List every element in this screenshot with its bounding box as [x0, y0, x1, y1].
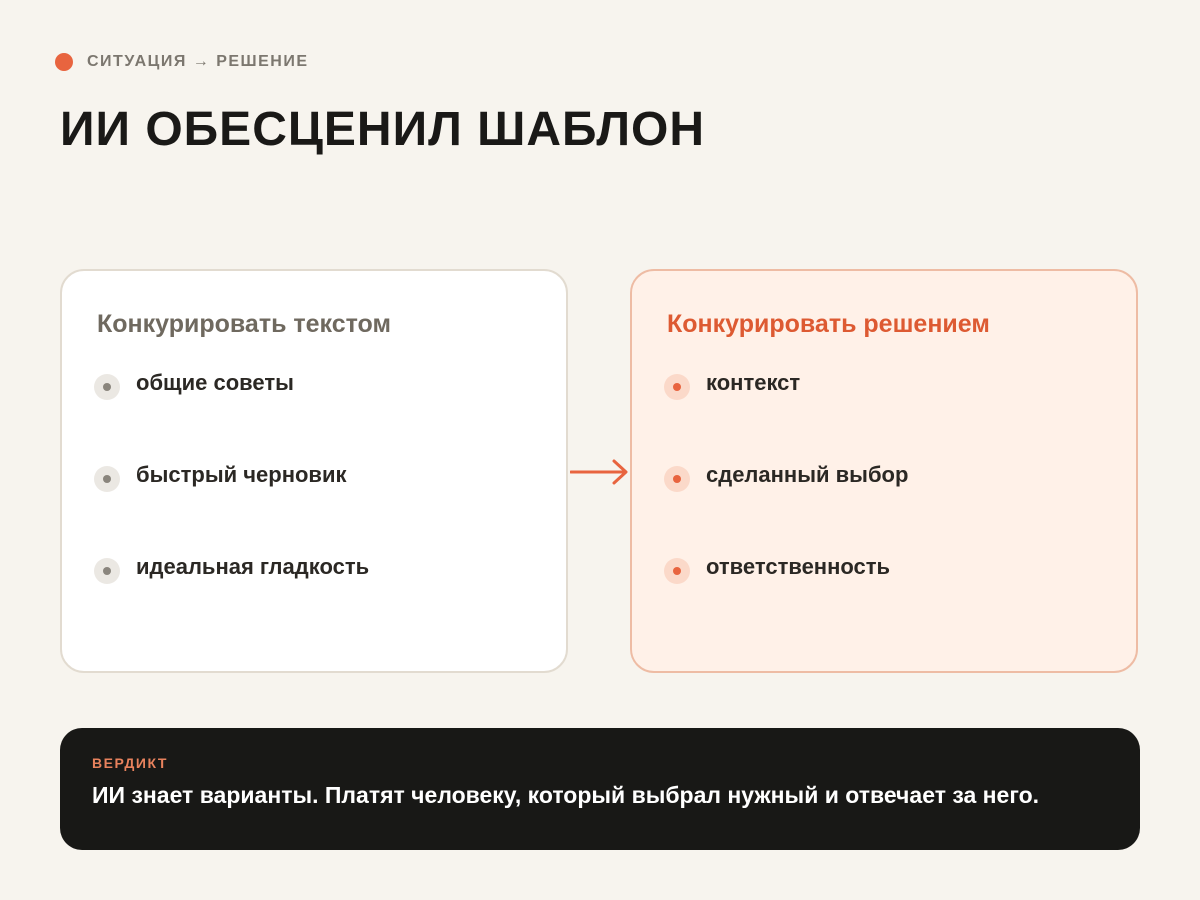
list-item	[664, 368, 800, 398]
list-item	[664, 552, 890, 582]
list-item-label: общие советы	[136, 370, 294, 395]
list-item-label: ответственность	[706, 554, 891, 579]
list-item	[94, 460, 346, 490]
bullet-dot-icon	[94, 466, 120, 492]
compete-decision-title: Конкурировать решением	[667, 310, 990, 338]
kicker	[55, 52, 309, 72]
bullet-dot-icon	[664, 558, 690, 584]
list-item-label: быстрый черновик	[136, 462, 347, 487]
compete-decision-card	[630, 269, 1138, 673]
bullet-dot-icon	[94, 374, 120, 400]
verdict-text: ИИ знает варианты. Платят человеку, который выбрал нужный и отвечает за него.	[92, 782, 1040, 808]
list-item-label: идеальная гладкость	[136, 554, 370, 579]
list-item	[94, 552, 369, 582]
bullet-dot-icon	[94, 558, 120, 584]
compete-text-title: Конкурировать текстом	[97, 310, 391, 338]
dot-icon	[55, 53, 73, 71]
compete-text-card	[60, 269, 568, 673]
list-item-label: сделанный выбор	[706, 462, 909, 487]
bullet-dot-icon	[664, 466, 690, 492]
bullet-dot-icon	[664, 374, 690, 400]
kicker-text: СИТУАЦИЯ → РЕШЕНИЕ	[87, 53, 309, 70]
list-item	[94, 368, 294, 398]
page-title: ИИ ОБЕСЦЕНИЛ ШАБЛОН	[60, 103, 705, 156]
list-item	[664, 460, 908, 490]
verdict-panel	[60, 728, 1140, 850]
arrow-right-icon	[570, 456, 630, 488]
list-item-label: контекст	[706, 370, 801, 395]
verdict-label: ВЕРДИКТ	[92, 755, 168, 771]
